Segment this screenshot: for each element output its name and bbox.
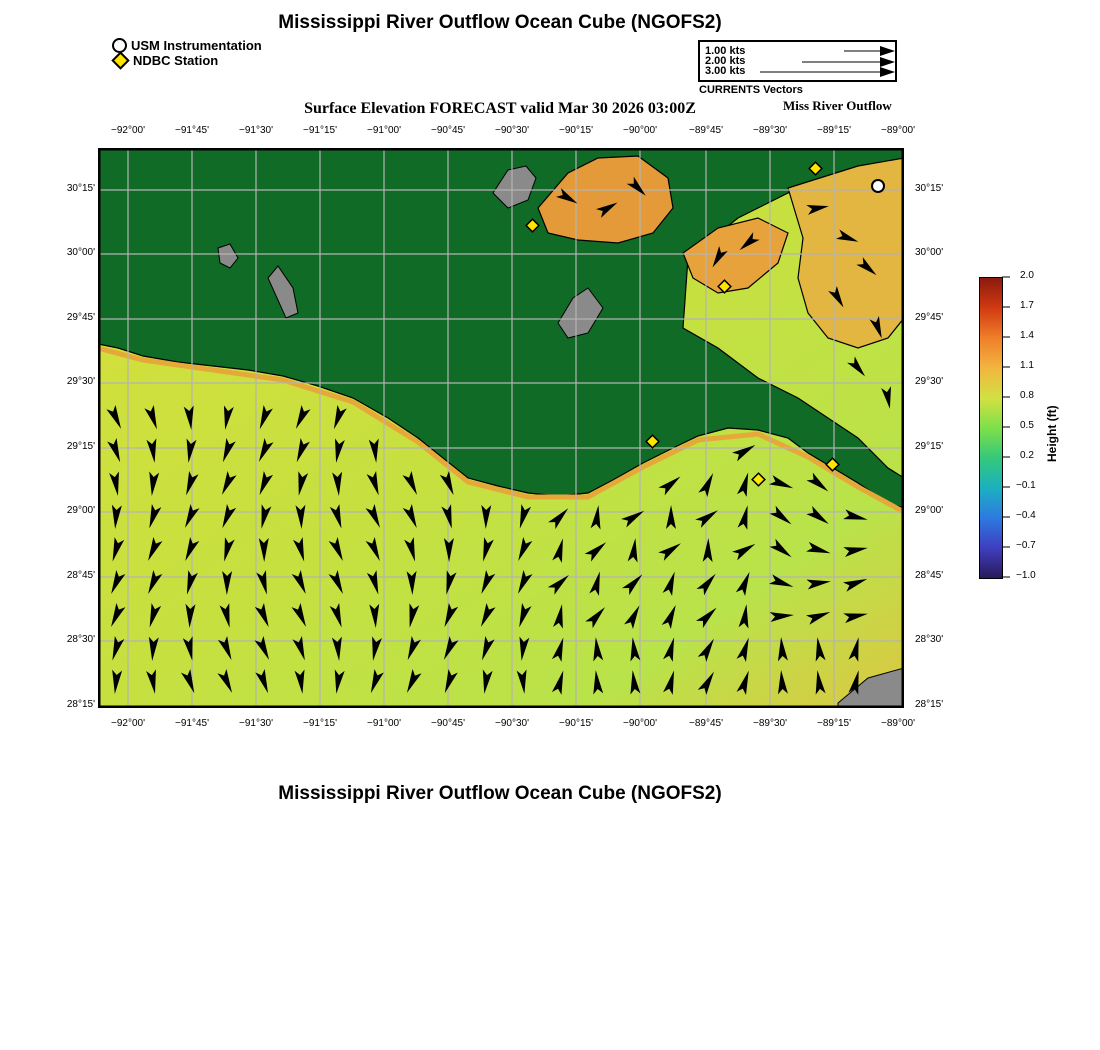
lat-tick: 29°30': [66, 376, 95, 387]
vector-legend-caption: CURRENTS Vectors: [699, 84, 803, 96]
lat-axis-right: [915, 0, 965, 1050]
lon-tick: −90°45': [431, 125, 465, 136]
legend-usm-label: USM Instrumentation: [131, 38, 262, 53]
legend-usm: [112, 38, 262, 53]
lat-tick: 28°30': [66, 634, 95, 645]
lon-tick: −89°30': [753, 718, 787, 729]
lat-tick: 29°45': [66, 312, 95, 323]
lat-tick: 30°00': [66, 247, 95, 258]
lon-tick: −89°45': [689, 718, 723, 729]
lat-tick: 28°45': [66, 570, 95, 581]
lat-tick: 29°00': [915, 505, 944, 516]
lon-axis-top: [0, 125, 1000, 139]
lat-tick: 29°00': [66, 505, 95, 516]
legend-ndbc-label: NDBC Station: [133, 53, 219, 68]
lat-tick: 29°45': [915, 312, 944, 323]
usm-station-marker: [872, 180, 884, 192]
lon-tick: −90°30': [495, 125, 529, 136]
lon-tick: −90°00': [623, 125, 657, 136]
lon-tick: −91°15': [303, 718, 337, 729]
lon-tick: −91°45': [175, 718, 209, 729]
colorbar-label: 0.2: [1020, 450, 1034, 461]
lon-axis-bottom: [0, 718, 1000, 732]
footer-title: Mississippi River Outflow Ocean Cube (NGOFS2): [278, 783, 722, 804]
lat-tick: 28°45': [915, 570, 944, 581]
lon-tick: −92°00': [111, 125, 145, 136]
lat-axis-left: [50, 0, 95, 1050]
lon-tick: −89°00': [881, 125, 915, 136]
lon-tick: −89°30': [753, 125, 787, 136]
ndbc-marker-icon: [111, 51, 129, 69]
lon-tick: −90°15': [559, 718, 593, 729]
region-label: Miss River Outflow: [783, 98, 892, 113]
vector-legend-row: 3.00 kts: [705, 65, 746, 77]
lon-tick: −90°30': [495, 718, 529, 729]
colorbar-gradient: [980, 278, 1002, 578]
lat-tick: 29°15': [915, 441, 944, 452]
lon-tick: −89°15': [817, 125, 851, 136]
lon-tick: −90°45': [431, 718, 465, 729]
lon-tick: −91°30': [239, 125, 273, 136]
lon-tick: −90°00': [623, 718, 657, 729]
colorbar-label: −0.4: [1016, 510, 1036, 521]
page-title: Mississippi River Outflow Ocean Cube (NGOFS2): [278, 12, 722, 33]
colorbar-label: 1.1: [1020, 360, 1034, 371]
lat-tick: 29°15': [66, 441, 95, 452]
colorbar-label: 1.7: [1020, 300, 1034, 311]
colorbar-label: 0.5: [1020, 420, 1034, 431]
surface-elevation-map: [98, 148, 904, 708]
colorbar-label: 0.8: [1020, 390, 1034, 401]
lon-tick: −90°15': [559, 125, 593, 136]
forecast-subtitle: Surface Elevation FORECAST valid Mar 30 2026 03:00Z: [304, 100, 696, 117]
colorbar-title: Height (ft): [1045, 405, 1059, 462]
colorbar-label: 1.4: [1020, 330, 1034, 341]
vector-legend-row: 1.00 kts: [705, 45, 746, 57]
colorbar: [979, 277, 1003, 579]
lat-tick: 30°00': [915, 247, 944, 258]
legend-ndbc: [112, 53, 218, 68]
lat-tick: 28°15': [915, 699, 944, 710]
lon-tick: −91°00': [367, 718, 401, 729]
lat-tick: 30°15': [66, 183, 95, 194]
lon-tick: −89°00': [881, 718, 915, 729]
lat-tick: 29°30': [915, 376, 944, 387]
lon-tick: −91°00': [367, 125, 401, 136]
vector-legend-row: 2.00 kts: [705, 55, 746, 67]
colorbar-label: −0.1: [1016, 480, 1036, 491]
colorbar-label: 2.0: [1020, 270, 1034, 281]
colorbar-label: −0.7: [1016, 540, 1036, 551]
lon-tick: −91°45': [175, 125, 209, 136]
colorbar-label: −1.0: [1016, 570, 1036, 581]
vector-legend: [698, 40, 897, 82]
lat-tick: 28°15': [66, 699, 95, 710]
lat-tick: 30°15': [915, 183, 944, 194]
lon-tick: −91°15': [303, 125, 337, 136]
lon-tick: −91°30': [239, 718, 273, 729]
lon-tick: −89°15': [817, 718, 851, 729]
colorbar-ticks: [1002, 270, 1016, 586]
lon-tick: −89°45': [689, 125, 723, 136]
colorbar-labels: [1002, 270, 1042, 586]
lat-tick: 28°30': [915, 634, 944, 645]
lon-tick: −92°00': [111, 718, 145, 729]
